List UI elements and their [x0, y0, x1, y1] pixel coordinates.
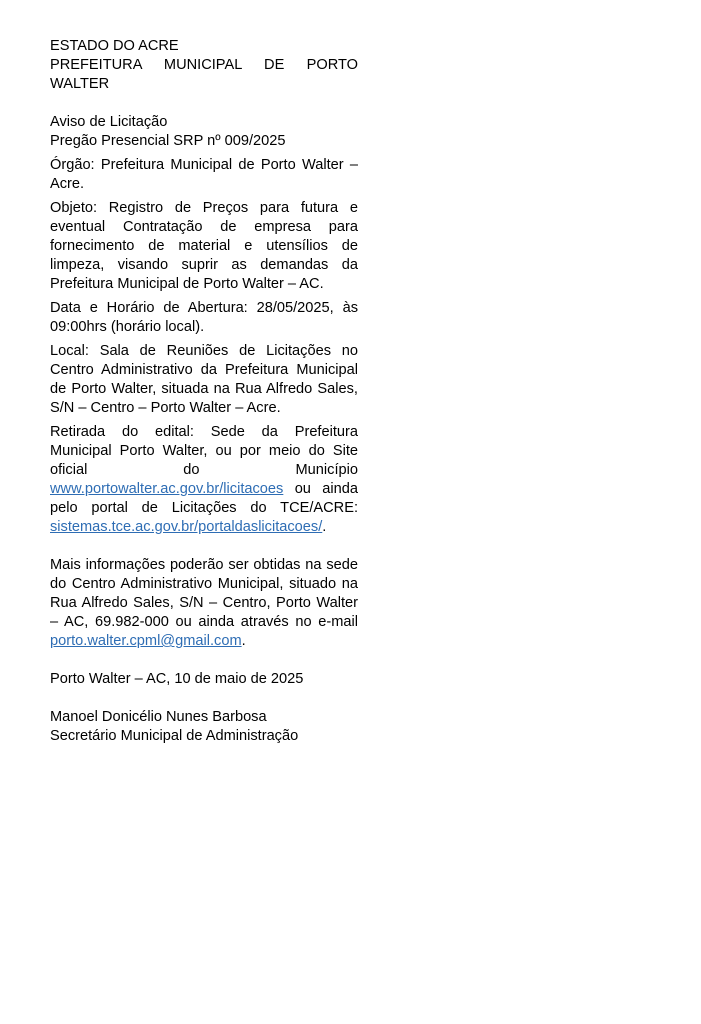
notice-orgao: Órgão: Prefeitura Municipal de Porto Walter – Acre. [50, 157, 358, 192]
notice-abertura: Data e Horário de Abertura: 28/05/2025, às 09:00hrs (horário local). [50, 300, 358, 335]
tce-portal-link[interactable]: sistemas.tce.ac.gov.br/portaldaslicitacoes/ [50, 519, 323, 535]
retirada-text: Retirada do edital: Sede da Prefeitura Municipal Porto Walter, ou por meio do Site oficial do Município [50, 424, 358, 478]
document-page [50, 37, 358, 746]
header-municipality: PREFEITURA MUNICIPAL DE PORTO WALTER [50, 57, 358, 92]
email-link[interactable]: porto.walter.cpml@gmail.com [50, 633, 242, 649]
header-state: ESTADO DO ACRE [50, 38, 179, 54]
info-text: Mais informações poderão ser obtidas na sede do Centro Administrativo Municipal, situado na Rua Alfredo Sales, S/N – Centro, Porto Walter – AC, 69.982-000 ou ainda através no e-mail [50, 557, 358, 630]
signature-block [50, 708, 358, 746]
header [50, 37, 358, 94]
notice-retirada [50, 423, 358, 537]
notice-local: Local: Sala de Reuniões de Licitações no Centro Administrativo da Prefeitura Municipal de Porto Walter, situada na Rua Alfredo Sales, S/N – Centro – Porto Walter – Acre. [50, 343, 358, 416]
info-paragraph [50, 556, 358, 651]
signature-role: Secretário Municipal de Administração [50, 728, 299, 744]
notice-objeto: Objeto: Registro de Preços para futura e eventual Contratação de empresa para fornecimento de material e utensílios de limpeza, visando suprir as demandas da Prefeitura Municipal de Porto Walter – AC. [50, 200, 358, 292]
notice-heading [50, 113, 358, 151]
notice-title: Aviso de Licitação [50, 114, 168, 130]
date-line: Porto Walter – AC, 10 de maio de 2025 [50, 671, 304, 687]
info-end: . [241, 633, 246, 649]
retirada-end: . [322, 519, 327, 535]
signature-name: Manoel Donicélio Nunes Barbosa [50, 709, 267, 725]
site-link[interactable]: www.portowalter.ac.gov.br/licitacoes [50, 481, 284, 497]
notice-number: Pregão Presencial SRP nº 009/2025 [50, 133, 286, 149]
retirada-mid: ou ainda pelo portal de Licitações do TCE/ACRE: [50, 481, 358, 516]
